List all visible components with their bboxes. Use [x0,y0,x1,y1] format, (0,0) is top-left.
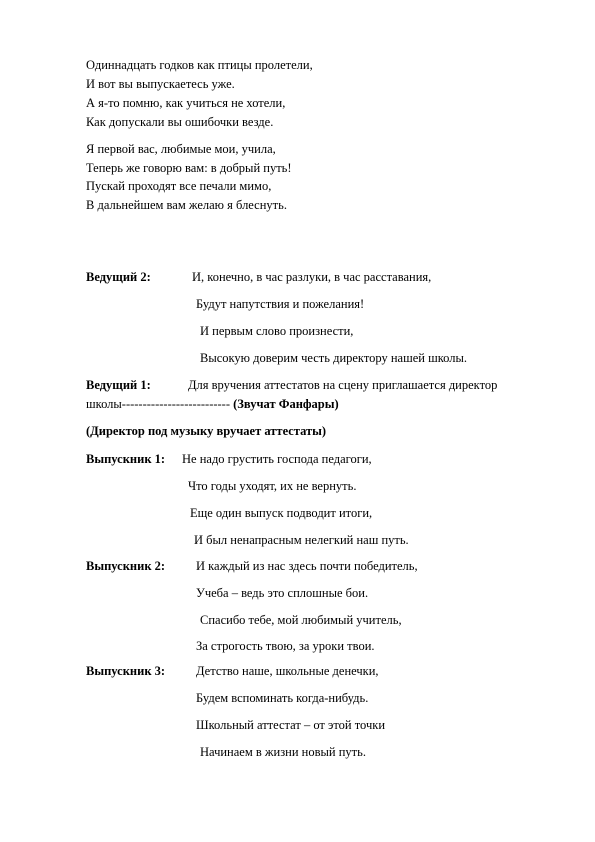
script-line: Для вручения аттестатов на сцену приглашается директор [188,378,498,392]
script-line: И каждый из нас здесь почти победитель, [196,559,418,573]
script-line: И, конечно, в час разлуки, в час расставания, [192,270,432,284]
dash-line: школы-------------------------- [86,397,231,411]
poem-line: Я первой вас, любимые мои, учила, [86,142,276,156]
script-line: За строгость твою, за уроки твои. [196,639,375,653]
poem-line: А я-то помню, как учиться не хотели, [86,96,286,110]
poem-line: Теперь же говорю вам: в добрый путь! [86,161,292,175]
script-line: Еще один выпуск подводит итоги, [190,506,373,520]
script-line: Учеба – ведь это сплошные бои. [196,586,369,600]
poem-line: Одиннадцать годков как птицы пролетели, [86,58,313,72]
script-line: Не надо грустить господа педагоги, [182,452,372,466]
script-line: Будут напутствия и пожелания! [196,297,365,311]
script-line: И был ненапрасным нелегкий наш путь. [194,533,409,547]
script-line: Спасибо тебе, мой любимый учитель, [200,613,402,627]
speaker-label: Ведущий 2: [86,270,151,284]
script-line: Высокую доверим честь директору нашей школы. [200,351,467,365]
script-line: Начинаем в жизни новый путь. [200,745,366,759]
script-line: Будем вспоминать когда-нибудь. [196,691,369,705]
poem-line: Как допускали вы ошибочки везде. [86,115,274,129]
script-line: Детство наше, школьные денечки, [196,664,379,678]
poem-line: В дальнейшем вам желаю я блеснуть. [86,198,287,212]
stage-direction: (Директор под музыку вручает аттестаты) [86,424,327,438]
script-line: И первым слово произнести, [200,324,354,338]
sound-cue: (Звучат Фанфары) [230,397,339,411]
speaker-label: Выпускник 3: [86,664,166,678]
speaker-label: Выпускник 2: [86,559,166,573]
poem-line: И вот вы выпускаетесь уже. [86,77,235,91]
speaker-label: Ведущий 1: [86,378,151,392]
script-line: Что годы уходят, их не вернуть. [188,479,357,493]
poem-line: Пускай проходят все печали мимо, [86,179,272,193]
script-line: Школьный аттестат – от этой точки [196,718,386,732]
script-line-continued [86,396,339,412]
speaker-label: Выпускник 1: [86,452,166,466]
